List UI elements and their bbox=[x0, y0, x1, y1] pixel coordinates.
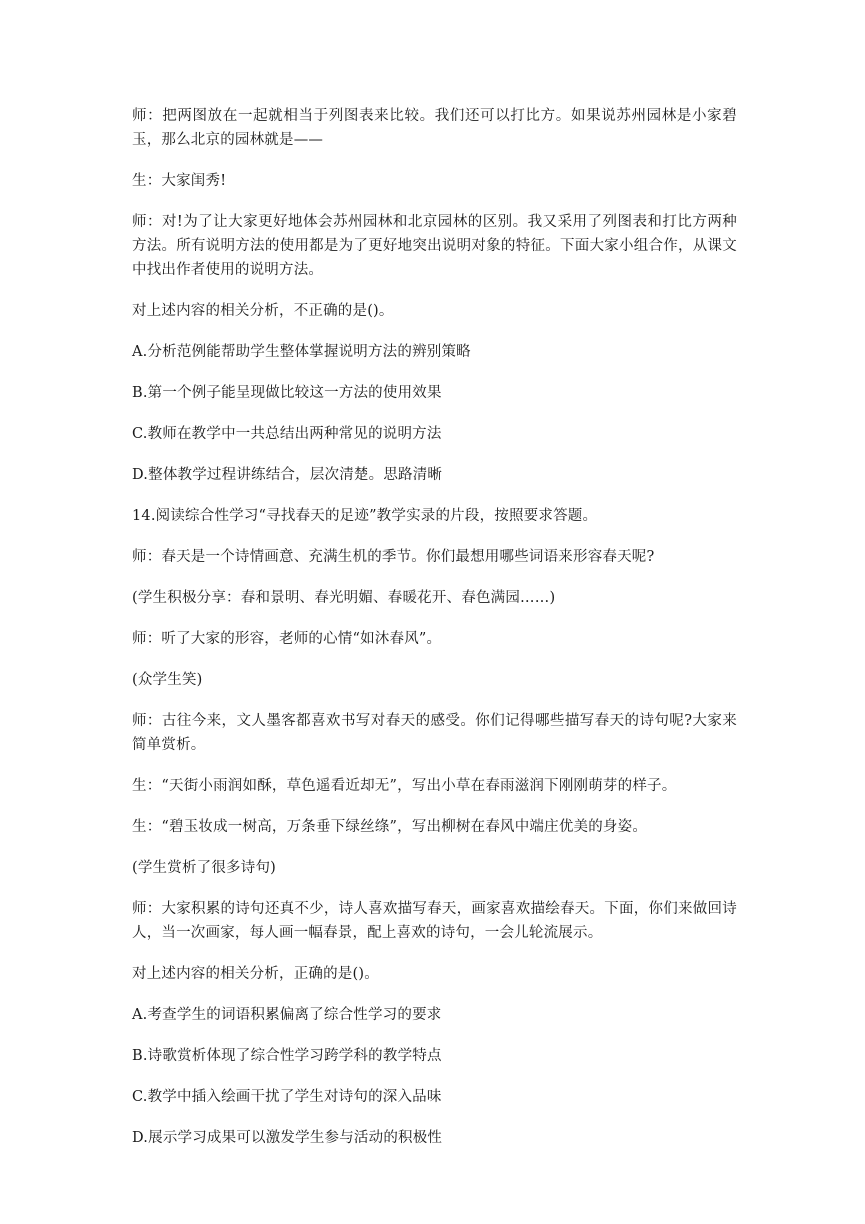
question-stem-13: 对上述内容的相关分析，不正确的是()。 bbox=[132, 303, 394, 319]
option-14-b: B.诗歌赏析体现了综合性学习跨学科的教学特点 bbox=[132, 1048, 442, 1064]
stage-direction-share: (学生积极分享：春和景明、春光明媚、春暖花开、春色满园……) bbox=[132, 590, 556, 606]
dialogue-teacher-compare: 师：把两图放在一起就相当于列图表来比较。我们还可以打比方。如果说苏州园林是小家碧玉，那么北京的园林就是—— bbox=[132, 108, 737, 148]
dialogue-teacher-poems: 师：古往今来，文人墨客都喜欢书写对春天的感受。你们记得哪些描写春天的诗句呢?大家来简单赏析。 bbox=[132, 713, 737, 753]
dialogue-teacher-painting: 师：大家积累的诗句还真不少，诗人喜欢描写春天，画家喜欢描绘春天。下面，你们来做回诗人，当一次画家，每人画一幅春景，配上喜欢的诗句，一会儿轮流展示。 bbox=[132, 901, 737, 941]
dialogue-student-answer: 生：大家闺秀! bbox=[132, 173, 227, 189]
question-stem-14: 对上述内容的相关分析，正确的是()。 bbox=[132, 966, 379, 982]
option-13-a: A.分析范例能帮助学生整体掌握说明方法的辨别策略 bbox=[132, 344, 471, 360]
dialogue-teacher-breeze: 师：听了大家的形容，老师的心情“如沐春风”。 bbox=[132, 631, 442, 647]
option-14-c: C.教学中插入绘画干扰了学生对诗句的深入品味 bbox=[132, 1089, 442, 1105]
option-13-b: B.第一个例子能呈现做比较这一方法的使用效果 bbox=[132, 385, 442, 401]
question-14-intro: 14.阅读综合性学习“寻找春天的足迹”教学实录的片段，按照要求答题。 bbox=[132, 508, 598, 524]
stage-direction-appreciate: (学生赏析了很多诗句) bbox=[132, 860, 277, 876]
option-14-d: D.展示学习成果可以激发学生参与活动的积极性 bbox=[132, 1130, 443, 1146]
option-14-a: A.考查学生的词语积累偏离了综合性学习的要求 bbox=[132, 1007, 442, 1023]
dialogue-student-poem-1: 生：“天街小雨润如酥，草色遥看近却无”，写出小草在春雨滋润下刚刚萌芽的样子。 bbox=[132, 778, 677, 794]
dialogue-student-poem-2: 生：“碧玉妆成一树高，万条垂下绿丝绦”，写出柳树在春风中端庄优美的身姿。 bbox=[132, 819, 648, 835]
dialogue-teacher-summary: 师：对!为了让大家更好地体会苏州园林和北京园林的区别。我又采用了列图表和打比方两种方法。所有说明方法的使用都是为了更好地突出说明对象的特征。下面大家小组合作，从课文中找出作者使用的说明方法。 bbox=[132, 214, 737, 278]
option-13-d: D.整体教学过程讲练结合，层次清楚。思路清晰 bbox=[132, 467, 443, 483]
stage-direction-laugh: (众学生笑) bbox=[132, 672, 203, 688]
option-13-c: C.教师在教学中一共总结出两种常见的说明方法 bbox=[132, 426, 442, 442]
dialogue-teacher-spring: 师：春天是一个诗情画意、充满生机的季节。你们最想用哪些词语来形容春天呢? bbox=[132, 549, 655, 565]
